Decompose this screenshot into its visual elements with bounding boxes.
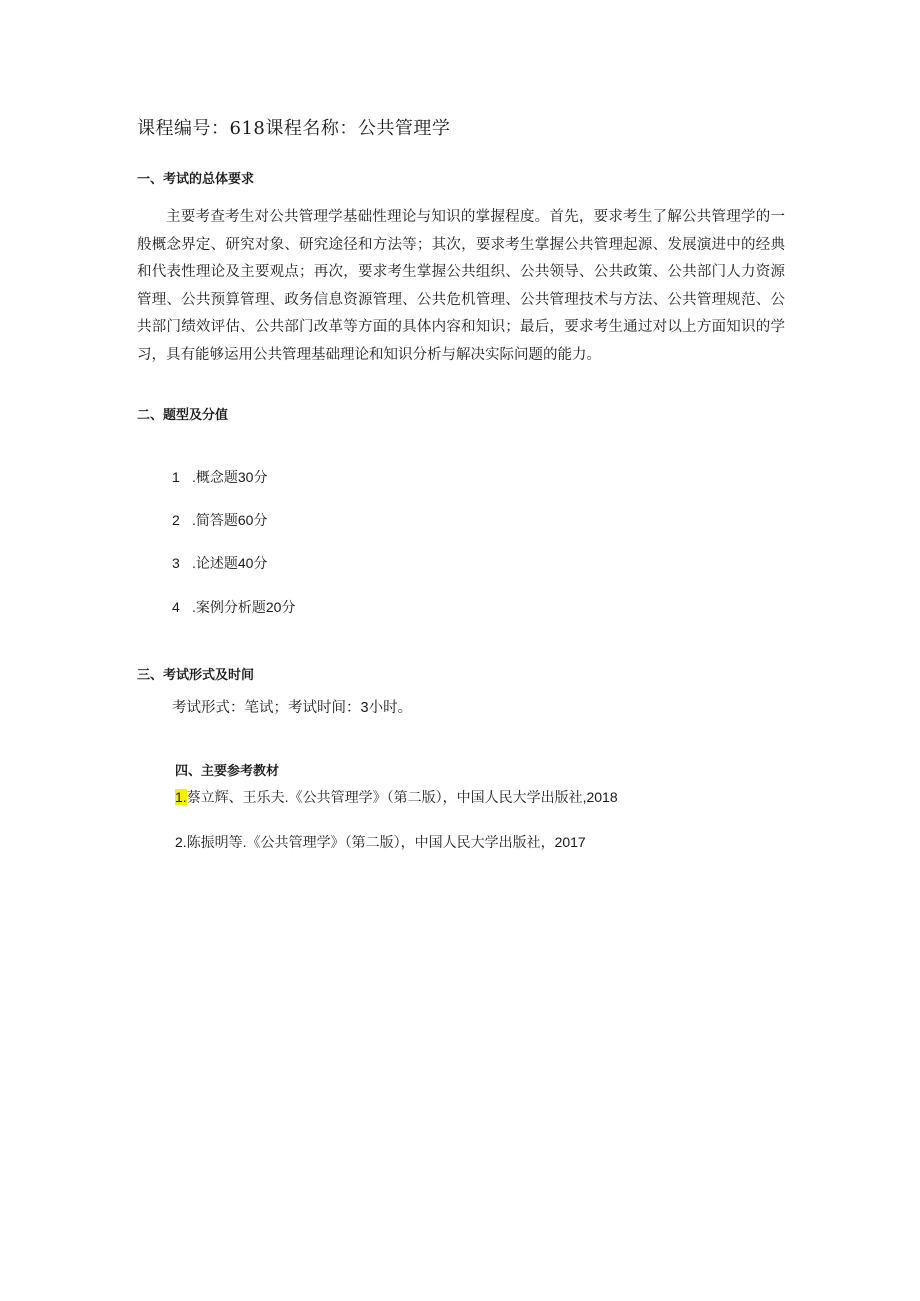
question-type-item [172,467,267,487]
item-number: 3 [172,555,180,571]
item-text: .案例分析题20分 [192,599,296,615]
item-number: 1 [172,469,180,485]
requirements-paragraph: 主要考查考生对公共管理学基础性理论与知识的掌握程度。首先，要求考生了解公共管理学的一般概念界定、研究对象、研究途径和方法等；其次，要求考生掌握公共管理起源、发展演进中的经典和代表性理论及主要观点；再次，要求考生掌握公共组织、公共领导、公共政策、公共部门人力资源管理、公共预算管理、政务信息资源管理、公共危机管理、公共管理技术与方法、公共管理规范、公共部门绩效评估、公共部门改革等方面的具体内容和知识；最后，要求考生通过对以上方面知识的学习，具有能够运用公共管理基础理论和知识分析与解决实际问题的能力。 [137,209,785,363]
reference-item [175,832,586,852]
question-type-item [172,597,295,617]
reference-text: 蔡立辉、王乐夫.《公共管理学》（第二版），中国人民大学出版社,2018 [186,789,618,805]
question-type-item [172,510,267,530]
section-heading-question-types: 二、题型及分值 [137,407,229,422]
section-heading-requirements: 一、考试的总体要求 [137,171,255,186]
section-heading-textbooks: 四、主要参考教材 [175,763,280,778]
exam-format-text: 考试形式：笔试；考试时间：3小时。 [172,700,413,716]
item-text: .论述题40分 [192,555,268,571]
item-text: .简答题60分 [192,512,268,528]
highlighted-number: 1. [175,789,187,805]
item-number: 2 [172,512,180,528]
reference-number: 2. [175,834,187,850]
item-text: .概念题30分 [192,469,268,485]
section-heading-exam-format: 三、考试形式及时间 [137,667,255,682]
reference-text: 陈振明等.《公共管理学》（第二版），中国人民大学出版社，2017 [186,834,586,850]
document-title: 课程编号：618课程名称：公共管理学 [137,118,451,139]
reference-item [175,787,618,807]
question-type-item [172,553,267,573]
item-number: 4 [172,599,180,615]
